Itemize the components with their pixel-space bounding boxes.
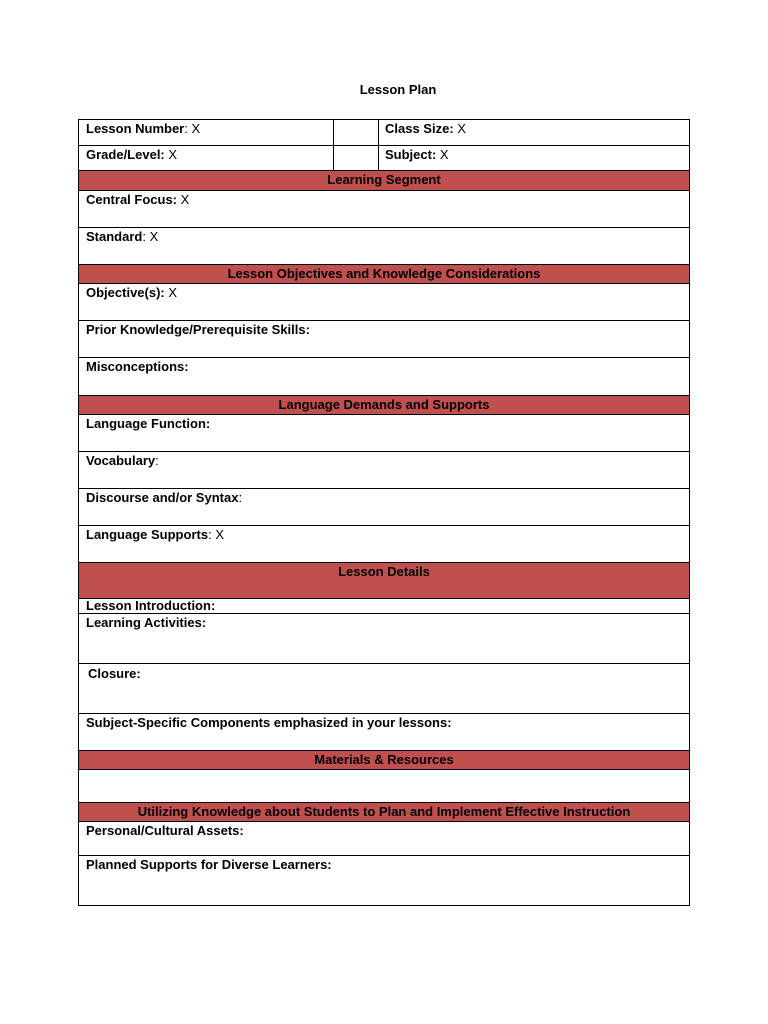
central-focus-value: X	[180, 192, 190, 207]
grade-level-cell[interactable]	[79, 146, 334, 170]
closure-field[interactable]	[79, 664, 689, 714]
section-heading-knowledge-students: Utilizing Knowledge about Students to Plan and Implement Effective Instruction	[79, 803, 689, 822]
language-function-field[interactable]	[79, 415, 689, 452]
lesson-number-colon: :	[184, 121, 188, 136]
learning-activities-label: Learning Activities:	[86, 615, 207, 630]
closure-label: Closure:	[88, 666, 141, 681]
section-heading-materials: Materials & Resources	[79, 751, 689, 770]
vocabulary-field[interactable]	[79, 452, 689, 489]
materials-field[interactable]	[79, 770, 689, 803]
subject-specific-components-label: Subject-Specific Components emphasized in your lessons:	[86, 715, 452, 730]
misconceptions-label: Misconceptions:	[86, 359, 189, 374]
vocabulary-label: Vocabulary	[86, 453, 156, 468]
standard-field[interactable]	[79, 228, 689, 265]
section-heading-learning-segment: Learning Segment	[79, 171, 689, 191]
cultural-assets-label: Personal/Cultural Assets:	[86, 823, 244, 838]
objectives-label: Objective(s):	[86, 285, 165, 300]
lesson-plan-table	[78, 119, 690, 906]
lesson-number-cell[interactable]	[79, 120, 334, 145]
language-supports-field[interactable]	[79, 526, 689, 563]
vocabulary-colon: :	[155, 453, 159, 468]
diverse-learners-supports-field[interactable]	[79, 856, 689, 905]
grade-level-value: X	[168, 147, 178, 162]
section-heading-language: Language Demands and Supports	[79, 396, 689, 415]
cultural-assets-field[interactable]	[79, 822, 689, 856]
lesson-introduction-field[interactable]	[79, 599, 689, 614]
language-supports-colon: :	[208, 527, 212, 542]
standard-colon: :	[142, 229, 146, 244]
standard-label: Standard	[86, 229, 143, 244]
section-heading-objectives: Lesson Objectives and Knowledge Considerations	[79, 265, 689, 284]
language-supports-label: Language Supports	[86, 527, 209, 542]
misconceptions-field[interactable]	[79, 358, 689, 396]
standard-value: X	[149, 229, 159, 244]
grade-level-label: Grade/Level:	[86, 147, 165, 162]
discourse-syntax-colon: :	[238, 490, 243, 505]
subject-value: X	[439, 147, 449, 162]
diverse-learners-supports-label: Planned Supports for Diverse Learners:	[86, 857, 332, 872]
class-size-cell[interactable]	[379, 120, 689, 145]
language-supports-value: X	[215, 527, 224, 542]
subject-specific-components-field[interactable]	[79, 714, 689, 751]
lesson-number-label: Lesson Number	[86, 121, 185, 136]
empty-cell[interactable]	[334, 120, 379, 145]
language-function-label: Language Function:	[86, 416, 211, 431]
objectives-value: X	[168, 285, 178, 300]
lesson-introduction-label: Lesson Introduction:	[86, 598, 216, 613]
learning-activities-field[interactable]	[79, 614, 689, 664]
class-size-value: X	[457, 121, 466, 136]
header-row-lesson-number	[79, 120, 689, 146]
page-title: Lesson Plan	[359, 82, 437, 97]
lesson-number-value: X	[191, 121, 201, 136]
central-focus-label: Central Focus:	[86, 192, 178, 207]
section-heading-lesson-details: Lesson Details	[79, 563, 689, 599]
subject-cell[interactable]	[379, 146, 689, 170]
objectives-field[interactable]	[79, 284, 689, 321]
empty-cell[interactable]	[334, 146, 379, 170]
discourse-syntax-field[interactable]	[79, 489, 689, 526]
subject-label: Subject:	[385, 147, 437, 162]
discourse-syntax-label: Discourse and/or Syntax	[86, 490, 239, 505]
prior-knowledge-label: Prior Knowledge/Prerequisite Skills:	[86, 322, 310, 337]
central-focus-field[interactable]	[79, 191, 689, 228]
class-size-label: Class Size:	[385, 121, 454, 136]
prior-knowledge-field[interactable]	[79, 321, 689, 358]
header-row-grade-level	[79, 146, 689, 171]
